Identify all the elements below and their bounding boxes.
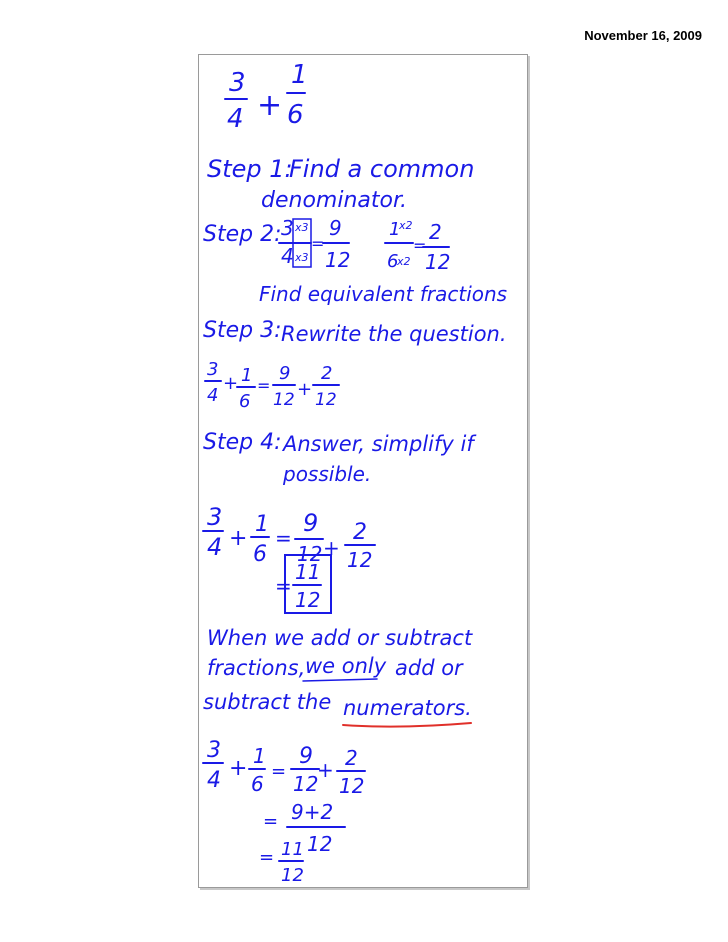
step3-c-num: 9 [279, 363, 291, 384]
step4-eq2: = [275, 574, 292, 598]
step2-f2-den: 6 [387, 251, 399, 272]
worked-eq2: = [263, 811, 279, 832]
worked-example [203, 738, 365, 886]
notes-page [198, 54, 528, 888]
worked-sum-num: 9+2 [291, 800, 334, 824]
step4-d-num: 2 [353, 520, 367, 545]
step4-text-line2: possible. [283, 462, 372, 486]
worked-b-num: 1 [253, 744, 266, 768]
step2-r1-den: 12 [325, 248, 351, 272]
step4-text-line1: Answer, simplify if [283, 432, 474, 456]
step2-caption: Find equivalent fractions [259, 282, 508, 306]
step3-plus1: + [223, 373, 239, 394]
worked-a-den: 4 [207, 768, 221, 793]
worked-a-num: 3 [207, 738, 221, 763]
step3-plus2: + [297, 379, 313, 400]
worked-d-den: 12 [339, 774, 365, 798]
step4-c-den: 12 [297, 542, 323, 566]
rule-line3b: numerators. [343, 696, 472, 720]
worked-c-num: 9 [299, 744, 313, 769]
worked-sum-den: 12 [307, 832, 333, 856]
step2-f1-mult-num: x3 [295, 221, 309, 234]
step4-d-den: 12 [347, 548, 373, 572]
step2-f1-mult-den: x3 [295, 251, 309, 264]
numerators-underline [343, 723, 471, 727]
rule-line1: When we add or subtract [207, 626, 473, 650]
step4-b-den: 6 [253, 542, 267, 567]
worked-res-den: 12 [281, 865, 304, 886]
step4-c-num: 9 [303, 509, 319, 537]
rule-line2b: we only [305, 654, 387, 678]
worked-b-den: 6 [251, 772, 264, 796]
step3-b-num: 1 [241, 365, 253, 386]
step2-r2-num: 2 [429, 220, 442, 244]
step1-label: Step 1: [207, 155, 293, 183]
step2 [203, 216, 507, 306]
step3-a-num: 3 [207, 359, 219, 380]
step3-eq: = [257, 376, 271, 395]
step3-b-den: 6 [239, 391, 251, 412]
step4-b-num: 1 [255, 512, 269, 537]
step4-answer-den: 12 [295, 588, 321, 612]
step3-d-den: 12 [315, 390, 337, 410]
step2-r1-num: 9 [329, 216, 342, 240]
step2-f2-num: 1 [389, 219, 401, 240]
step1-text-line2: denominator. [261, 188, 407, 213]
problem-plus: + [257, 88, 283, 123]
rule-line3a: subtract the [203, 690, 332, 714]
step2-f2-mult-den: x2 [397, 255, 411, 268]
rule-line2c: add or [395, 656, 463, 680]
step1-text-line1: Find a common [289, 155, 475, 183]
step3-a-den: 4 [207, 385, 219, 406]
handwritten-notes [199, 55, 527, 887]
step4 [203, 430, 477, 613]
step3 [203, 318, 507, 412]
step4-a-num: 3 [207, 503, 223, 531]
worked-plus1: + [229, 756, 248, 781]
problem-den-b: 6 [287, 100, 304, 130]
problem-expression [225, 60, 308, 134]
step4-plus1: + [229, 526, 248, 551]
step3-text: Rewrite the question. [281, 322, 507, 346]
step2-f1-den: 4 [281, 244, 294, 268]
problem-den-a: 4 [227, 104, 244, 134]
rule-note [203, 626, 473, 727]
step2-f1-num: 3 [281, 216, 294, 240]
worked-eq: = [271, 761, 287, 782]
page-date: November 16, 2009 [584, 28, 702, 43]
step4-plus2: + [323, 536, 340, 560]
worked-plus2: + [317, 758, 334, 782]
step2-r2-den: 12 [425, 250, 451, 274]
step3-d-num: 2 [321, 363, 333, 384]
step3-c-den: 12 [273, 390, 295, 410]
step2-eq1: = [311, 234, 325, 253]
rule-line2a: fractions, [207, 656, 306, 680]
step2-label: Step 2: [203, 222, 282, 247]
step4-eq: = [275, 526, 292, 550]
step2-f2-mult-num: x2 [399, 219, 413, 232]
worked-eq3: = [259, 847, 275, 868]
worked-res-num: 11 [281, 839, 304, 860]
step4-a-den: 4 [207, 533, 223, 561]
worked-c-den: 12 [293, 772, 319, 796]
step1 [207, 155, 474, 213]
step4-label: Step 4: [203, 430, 282, 455]
problem-num-b: 1 [291, 60, 308, 90]
problem-num-a: 3 [229, 68, 246, 98]
step3-label: Step 3: [203, 318, 282, 343]
worked-d-num: 2 [345, 746, 358, 770]
step4-answer-num: 11 [295, 560, 321, 584]
step2-eq2: = [413, 236, 427, 255]
